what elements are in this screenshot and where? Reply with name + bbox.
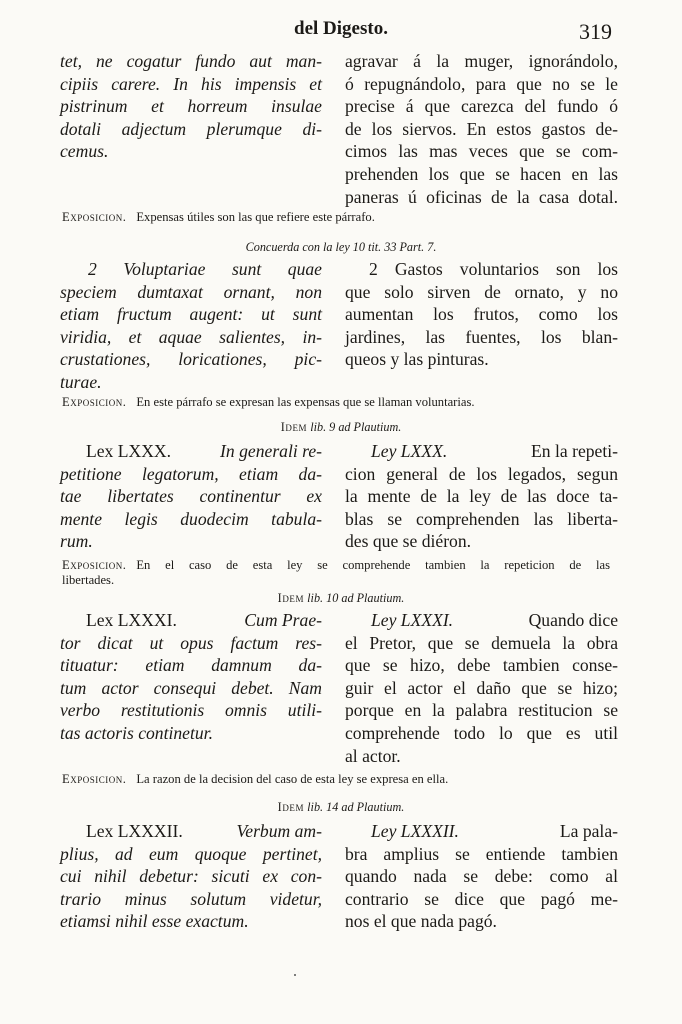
spanish-line: Quando dice	[528, 610, 618, 630]
spanish-first-line	[345, 820, 618, 843]
latin-first-line	[60, 609, 322, 632]
spanish-line: La pala-	[559, 821, 618, 841]
spanish-line: des que se diéron.	[345, 531, 472, 552]
spanish-line: que solo sirven de ornato, y no	[345, 281, 618, 302]
exposicion-note-2	[62, 395, 610, 410]
exposicion-label: Exposicion.	[62, 772, 127, 786]
latin-line: Cum Prae-	[244, 610, 322, 630]
latin-line: etiam fructum augent: ut sunt	[60, 304, 322, 325]
concordance-line: Concuerda con la ley 10 tit. 33 Part. 7.	[245, 240, 437, 254]
exposicion-label: Exposicion.	[62, 558, 127, 572]
source-ref: lib. 14 ad Plautium.	[307, 800, 405, 814]
spanish-line: quando nada se debe: como al	[345, 866, 618, 887]
latin-line: tae libertates continentur ex	[60, 486, 322, 507]
latin-column	[60, 609, 322, 745]
spanish-line: el Pretor, que se demuela la obra	[345, 632, 618, 653]
spanish-line: de los siervos. En estos gastos de-	[345, 118, 618, 139]
latin-line: cemus.	[60, 141, 109, 162]
spanish-line: guir el actor el daño que se hizo;	[345, 677, 618, 698]
spanish-line: contrario se dice que pagó me-	[345, 888, 618, 909]
latin-line: turae.	[60, 371, 102, 392]
text-block-3	[60, 440, 618, 555]
law-number-latin: Lex LXXXI.	[86, 610, 177, 630]
spanish-line: ó repugnándolo, para que no se le	[345, 73, 618, 94]
latin-line: crustationes, loricationes, pic-	[60, 349, 322, 370]
spanish-line: blas se comprehenden las liberta-	[345, 508, 618, 529]
source-author: Idem	[277, 800, 305, 814]
law-number-spanish: Ley LXXXI.	[371, 610, 454, 630]
spanish-line: nos el que nada pagó.	[345, 911, 497, 932]
source-ref: lib. 9 ad Plautium.	[310, 420, 402, 434]
latin-line: verbo restitutionis omnis utili-	[60, 700, 322, 721]
latin-line: In generali re-	[220, 441, 322, 461]
source-ref: lib. 10 ad Plautium.	[307, 591, 405, 605]
spanish-line: al actor.	[345, 745, 401, 766]
spanish-line: aumentan los frutos, como los	[345, 304, 618, 325]
source-citation-1	[0, 420, 682, 435]
spanish-column	[345, 440, 618, 553]
spanish-line: porque en la palabra restitucion se	[345, 700, 618, 721]
exposicion-text-cont: libertades.	[62, 573, 115, 587]
latin-line: tum actor consequi debet. Nam	[60, 677, 322, 698]
spanish-line: que se hizo, debe tambien conse-	[345, 655, 618, 676]
spanish-line: cion general de los legados, segun	[345, 463, 618, 484]
text-block-1	[60, 50, 618, 210]
latin-line: tor dicat ut opus factum res-	[60, 632, 322, 653]
text-block-2	[60, 258, 618, 398]
exposicion-note-1	[62, 210, 610, 225]
source-author: Idem	[280, 420, 308, 434]
spanish-line: paneras ú oficinas de la casa dotal.	[345, 186, 618, 207]
spanish-line: la mente de la ley de las doce ta-	[345, 486, 618, 507]
running-title: del Digesto.	[294, 18, 388, 39]
latin-line: dotali adjectum plerumque di-	[60, 118, 322, 139]
latin-line: tas actoris continetur.	[60, 722, 213, 743]
latin-line: trario minus solutum videtur,	[60, 888, 322, 909]
spanish-line: precise á que carezca del fundo ó	[345, 96, 618, 117]
exposicion-text: La razon de la decision del caso de esta ley se expresa en ella.	[136, 772, 449, 786]
spanish-column	[345, 609, 618, 767]
law-number-latin: Lex LXXX.	[86, 441, 172, 461]
page-number: 319	[579, 19, 612, 44]
spanish-line: cimos las mas veces que se com-	[345, 141, 618, 162]
spanish-line: agravar á la muger, ignorándolo,	[345, 51, 618, 71]
latin-line: tituatur: etiam damnum da-	[60, 655, 322, 676]
law-number-spanish: Ley LXXX.	[371, 441, 448, 461]
ink-speck	[294, 974, 296, 976]
latin-line: tet, ne cogatur fundo aut man-	[60, 51, 322, 71]
latin-line: etiamsi nihil esse exactum.	[60, 911, 249, 932]
spanish-line: jardines, las fuentes, los blan-	[345, 326, 618, 347]
exposicion-note-3	[62, 558, 610, 588]
latin-line: speciem dumtaxat ornant, non	[60, 281, 322, 302]
latin-first-line	[60, 440, 322, 463]
spanish-line: En la repeti-	[531, 441, 618, 461]
exposicion-text: En este párrafo se expresan las expensas que se llaman voluntarias.	[136, 395, 475, 409]
exposicion-note-4	[62, 772, 610, 787]
source-author: Idem	[277, 591, 305, 605]
latin-line: petitione legatorum, etiam da-	[60, 463, 322, 484]
spanish-line: prehenden los que se hacen en las	[345, 163, 618, 184]
latin-line: viridia, et aquae salientes, in-	[60, 326, 322, 347]
exposicion-label: Exposicion.	[62, 395, 127, 409]
exposicion-label: Exposicion.	[62, 210, 127, 224]
spanish-line: comprehende todo lo que es util	[345, 722, 618, 743]
text-block-4	[60, 609, 618, 769]
running-head	[0, 18, 682, 48]
latin-line: plius, ad eum quoque pertinet,	[60, 843, 322, 864]
latin-column	[60, 820, 322, 933]
exposicion-text: Expensas útiles son las que refiere este párrafo.	[136, 210, 375, 224]
latin-first-line	[60, 820, 322, 843]
source-citation-2	[0, 591, 682, 606]
spanish-column	[345, 50, 618, 208]
spanish-first-line	[345, 609, 618, 632]
law-number-latin: Lex LXXXII.	[86, 821, 183, 841]
spanish-first-line	[345, 440, 618, 463]
spanish-line: 2 Gastos voluntarios son los	[369, 259, 618, 279]
spanish-column	[345, 258, 618, 371]
spanish-line: bra amplius se entiende tambien	[345, 843, 618, 864]
spanish-column	[345, 820, 618, 933]
source-citation-3	[0, 800, 682, 815]
latin-column	[60, 50, 322, 163]
latin-column	[60, 258, 322, 394]
latin-line: 2 Voluptariae sunt quae	[88, 259, 322, 279]
latin-line: cipiis carere. In his impensis et	[60, 73, 322, 94]
latin-line: pistrinum et horreum insulae	[60, 96, 322, 117]
spanish-line: queos y las pinturas.	[345, 349, 489, 370]
latin-line: mente legis duodecim tabula-	[60, 508, 322, 529]
latin-column	[60, 440, 322, 553]
latin-line: rum.	[60, 531, 93, 552]
latin-line: Verbum am-	[236, 821, 322, 841]
exposicion-text: En el caso de esta ley se comprehende tambien la repeticion de las	[136, 558, 610, 572]
latin-line: cui nihil debetur: sicuti ex con-	[60, 866, 322, 887]
law-number-spanish: Ley LXXXII.	[371, 821, 459, 841]
text-block-5	[60, 820, 618, 940]
